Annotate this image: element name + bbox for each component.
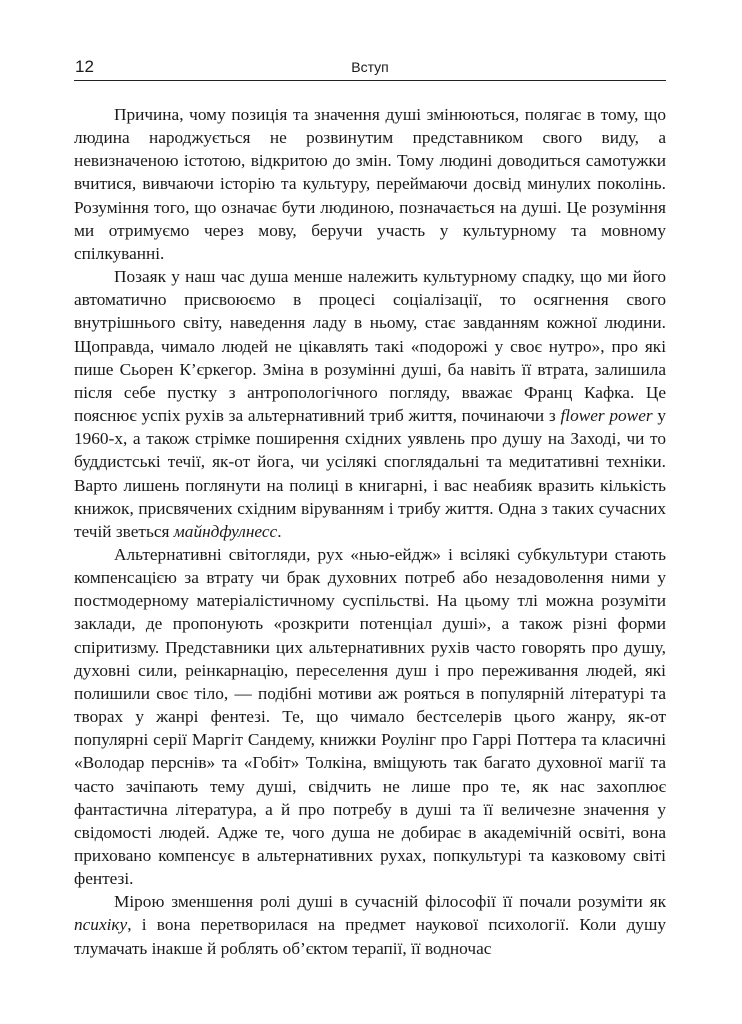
paragraph-3 [74,543,666,890]
paragraph-4 [74,890,666,959]
paragraph-4-text-b: , і вона перетворилася на предмет наукової психології. Коли душу тлумачать інакше й роблять об’єктом терапії, її водночас [74,915,666,958]
body-text [74,103,666,960]
paragraph-4-text-a: Мірою зменшення ролі душі в сучасній філософії її почали розуміти як [114,892,666,912]
section-title: Вступ [351,59,389,75]
paragraph-2-text-b: у 1960-х, а також стрімке поширення східних уявлень про душу на Заході, чи то буддистські течії, як-от йога, чи усілякі споглядальні та медитативні техніки. Варто лишень поглянути на полиці в книгарні, і вас неабияк вразить кількість книжок, присвячених східним віруванням і трибу життя. Одна з таких сучасних течій зветься [74,406,666,541]
paragraph-3-text: Альтернативні світогляди, рух «нью-ейдж» і всілякі субкультури стають компенсацією за втрату чи брак духовних потреб або незадоволення ними у постмодерному матеріалістичному суспільстві. На цьому тлі можна розуміти заклади, де пропонують «розкрити потенціал душі», а також різні форми спіритизму. Представники цих альтернативних рухів часто говорять про душу, духовні сили, реінкарнацію, переселення душ і про переживання людей, які полишили своє тіло, — подібні мотиви аж рояться в популярній літературі та творах у жанрі фентезі. Те, що чимало бестселерів цього жанру, як-от популярні серії Маргіт Сандему, книжки Роулінг про Гаррі Поттера та класичні «Володар перснів» та «Гобіт» Толкіна, вміщують так багато духовної магії та часто зачіпають тему душі, свідчить не лише про те, як нас захоплює фантастична література, а й про потребу в душі та її величезне значення у свідомості людей. Адже те, чого душа не добирає в академічній освіті, вона приховано компенсує в альтернативних рухах, попкультурі та казковому світі фентезі. [74,544,666,889]
paragraph-2 [74,265,666,543]
paragraph-1-text: Причина, чому позиція та значення душі змінюються, полягає в тому, що людина народжується не розвинутим представником свого виду, а невизначеною істотою, відкритою до змін. Тому людині доводиться самотужки вчитися, вивчаючи історію та культуру, переймаючи досвід минулих поколінь. Розуміння того, що означає бути людиною, позначається на душі. Це розуміння ми отримуємо через мову, беручи участь у культурному та мовному спілкуванні. [74,105,666,263]
italic-term-flower-power: flower power [560,406,653,426]
paragraph-2-text-c: . [277,521,282,541]
page-header [74,56,666,81]
italic-term-mindfulness: майндфулнесс [173,521,278,541]
page-number: 12 [75,57,94,76]
paragraph-2-text-a: Позаяк у наш час душа менше належить культурному спадку, що ми його автоматично присвоюємо в процесі соціалізації, то осягнення свого внутрішнього світу, наведення ладу в ньому, стає завданням кожної людини. Щоправда, чимало людей не цікавлять такі «подорожі у своє нутро», про які пише Сьорен К’єркегор. Зміна в розумінні душі, ба навіть її втрата, залишила після себе пустку з антропологічного погляду, вважає Франц Кафка. Це пояснює успіх рухів за альтернативний триб життя, починаючи з [74,267,666,426]
italic-term-psyche: психіку [74,915,128,935]
paragraph-1 [74,103,666,265]
